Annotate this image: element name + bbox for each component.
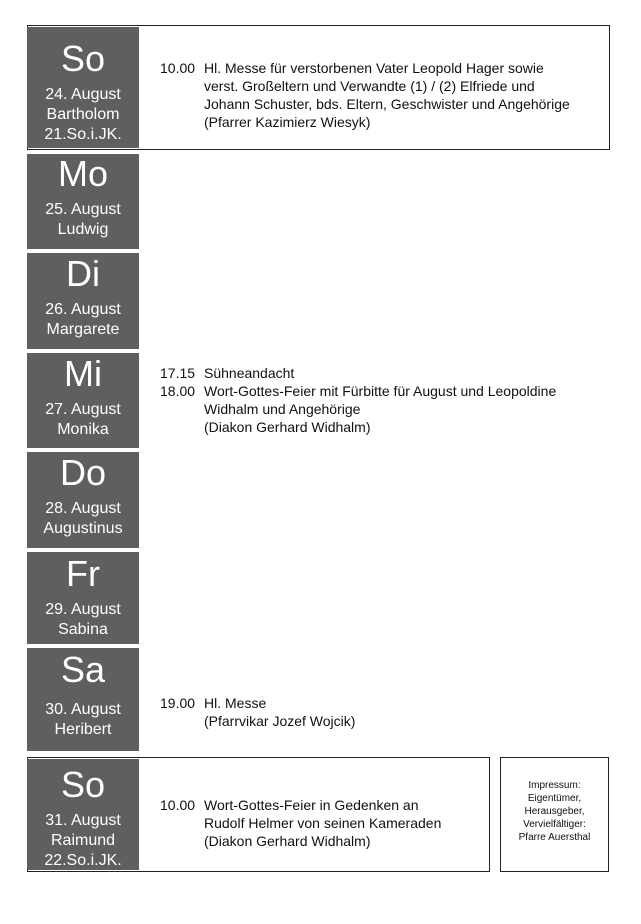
day-liturgical: 22.So.i.JK.: [44, 852, 122, 869]
day-date: 27. August: [45, 401, 121, 418]
impressum-line: Herausgeber,: [524, 806, 585, 817]
impressum-line: Eigentümer,: [527, 793, 582, 804]
day-cell-monday: [27, 154, 139, 249]
schedule-entry: [160, 796, 480, 850]
day-saint: Heribert: [54, 721, 112, 738]
day-saint: Margarete: [46, 321, 120, 338]
day-abbr: So: [60, 764, 106, 805]
entry-text: [204, 59, 580, 131]
day-saint: Raimund: [50, 832, 116, 849]
entry-line: Wort-Gottes-Feier in Gedenken an: [204, 797, 419, 813]
day-abbr: Mi: [64, 353, 102, 394]
day-saint: Bartholom: [46, 106, 120, 123]
entry-line: Wort-Gottes-Feier mit Fürbitte für August und Leopoldine: [204, 383, 557, 399]
entry-line: Johann Schuster, bds. Eltern, Geschwister und Angehörige: [204, 96, 570, 112]
entries-sunday-24: [160, 59, 580, 131]
entry-line: (Pfarrvikar Jozef Wojcik): [204, 713, 356, 729]
entry-line: Hl. Messe für verstorbenen Vater Leopold Hager sowie: [204, 60, 544, 76]
entry-line: Sühneandacht: [204, 365, 295, 381]
schedule-entry: [160, 382, 600, 436]
day-saint: Augustinus: [43, 520, 123, 537]
day-date: 26. August: [45, 301, 121, 318]
entry-line: Rudolf Helmer von seinen Kameraden: [204, 815, 442, 831]
entry-time: 18.00: [160, 383, 196, 399]
day-date: 24. August: [45, 86, 121, 103]
impressum-line: Impressum:: [528, 780, 581, 791]
schedule-entry: [160, 59, 580, 131]
day-date: 29. August: [45, 601, 121, 618]
entry-text: [204, 796, 480, 850]
day-saint: Monika: [57, 421, 109, 438]
entry-text: [204, 382, 600, 436]
entry-line: verst. Großeltern und Verwandte (1) / (2) Elfriede und: [204, 78, 535, 94]
entry-line: (Pfarrer Kazimierz Wiesyk): [204, 114, 371, 130]
day-abbr: Do: [59, 452, 107, 493]
day-liturgical: 21.So.i.JK.: [44, 126, 122, 143]
day-saint: Ludwig: [57, 221, 109, 238]
day-date: 28. August: [45, 500, 121, 517]
entry-time: 17.15: [160, 365, 196, 381]
entry-text: [204, 364, 600, 382]
entries-saturday: [160, 694, 580, 730]
day-abbr: Di: [66, 253, 100, 294]
entries-sunday-31: [160, 796, 480, 850]
entry-time: 10.00: [160, 60, 196, 76]
schedule-entry: [160, 694, 580, 730]
entries-wednesday: [160, 364, 600, 436]
day-cell-saturday: [27, 648, 139, 751]
day-date: 30. August: [45, 701, 121, 718]
day-abbr: Fr: [66, 553, 100, 594]
entry-time: 10.00: [160, 797, 196, 813]
impressum-box: [500, 757, 609, 872]
entry-line: Hl. Messe: [204, 695, 267, 711]
entry-line: (Diakon Gerhard Widhalm): [204, 419, 371, 435]
day-date: 31. August: [45, 812, 121, 829]
day-cell-sunday-24: [27, 27, 139, 148]
entry-time: 19.00: [160, 695, 196, 711]
day-abbr: Sa: [60, 649, 106, 690]
day-cell-wednesday: [27, 353, 139, 448]
day-cell-friday: [27, 552, 139, 644]
entry-line: Widhalm und Angehörige: [204, 401, 361, 417]
day-cell-sunday-31: [27, 759, 139, 870]
day-saint: Sabina: [58, 621, 108, 638]
impressum-line: Vervielfältiger:: [523, 819, 586, 830]
day-abbr: So: [60, 38, 106, 79]
entry-line: (Diakon Gerhard Widhalm): [204, 833, 371, 849]
day-abbr: Mo: [57, 153, 108, 194]
entry-text: [204, 694, 580, 730]
schedule-entry: [160, 364, 600, 382]
day-date: 25. August: [45, 201, 121, 218]
day-cell-thursday: [27, 452, 139, 548]
day-cell-tuesday: [27, 253, 139, 349]
impressum-line: Pfarre Auersthal: [518, 832, 591, 843]
